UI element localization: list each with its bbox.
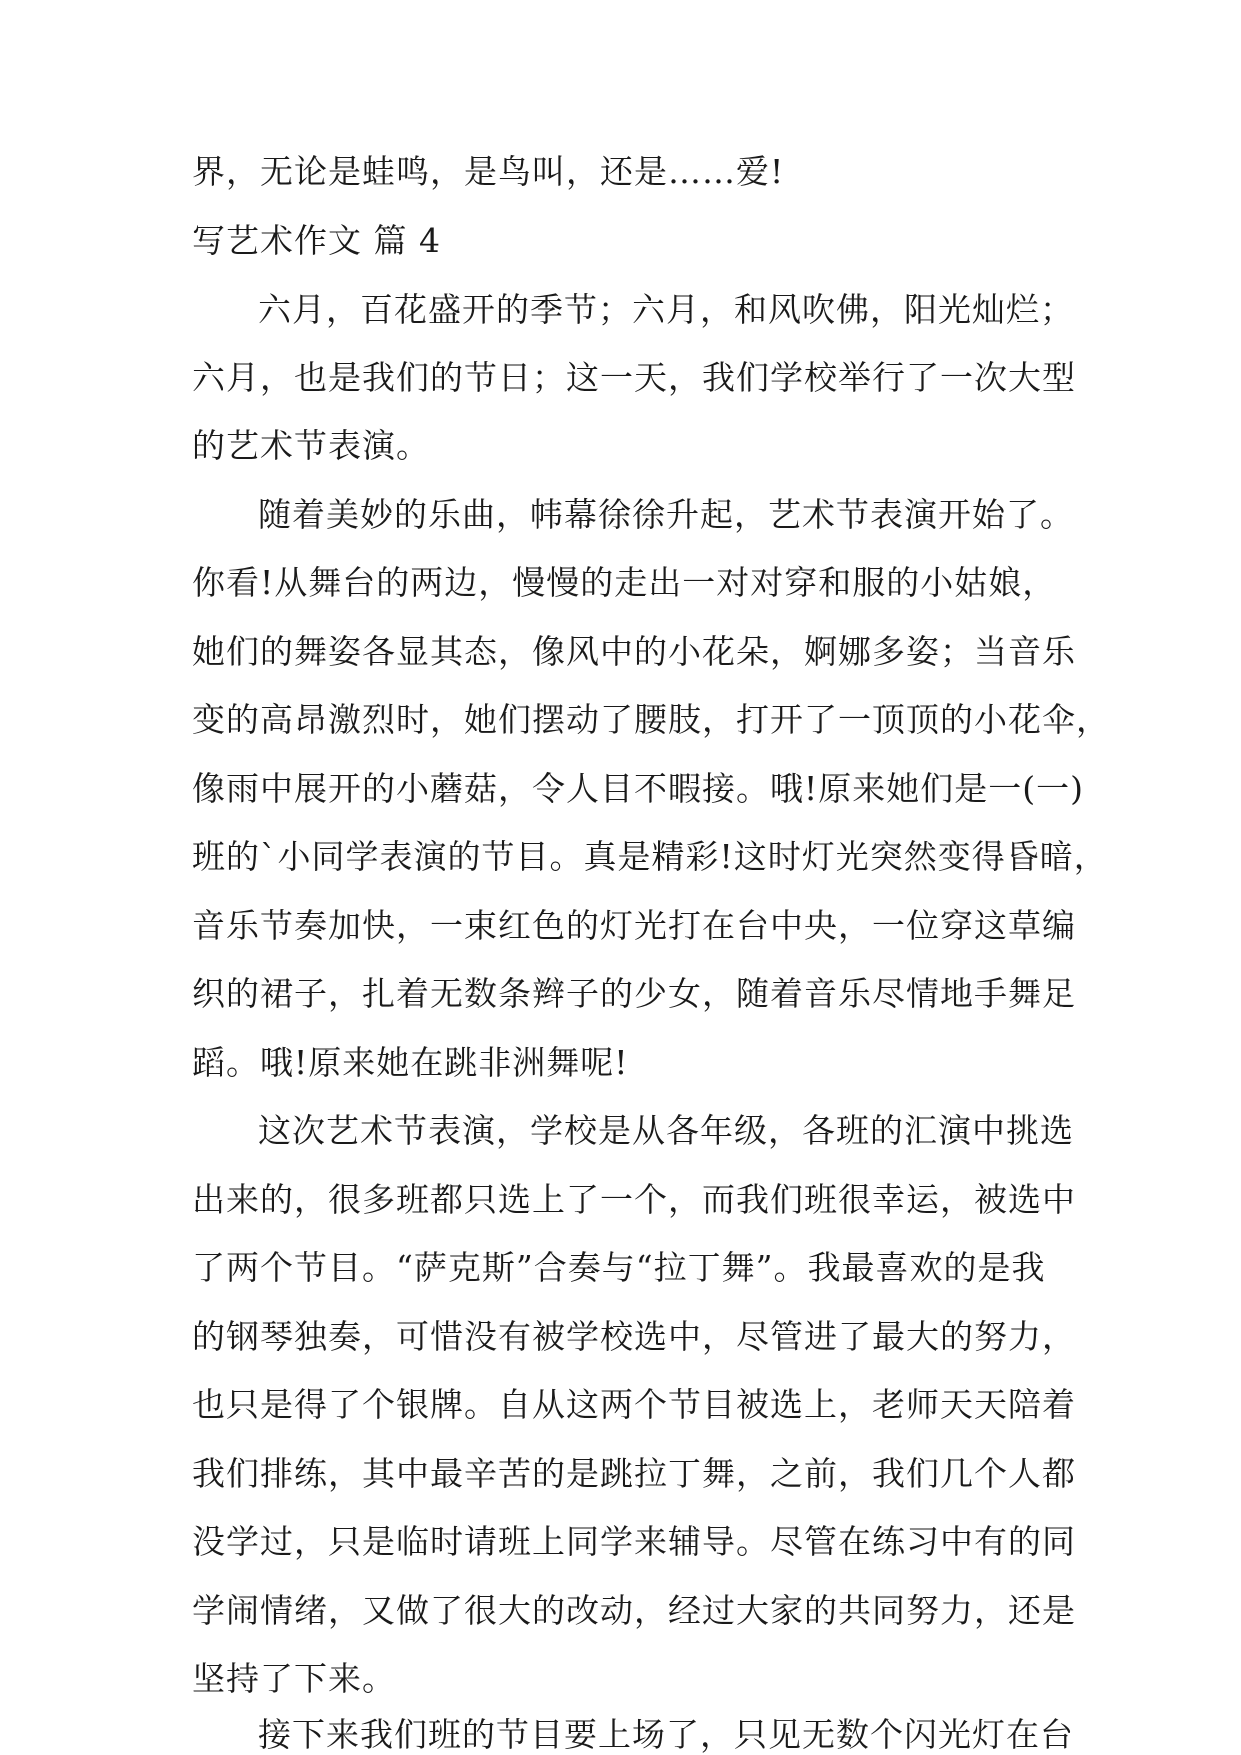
paragraph-2-line-5: 像雨中展开的小蘑菇，令人目不暇接。哦!原来她们是一(一) <box>192 769 1085 808</box>
paragraph-3-line-2: 出来的，很多班都只选上了一个，而我们班很幸运，被选中 <box>192 1180 1076 1219</box>
paragraph-1-line-1: 六月，百花盛开的季节；六月，和风吹佛，阳光灿烂； <box>258 290 1074 329</box>
paragraph-2-line-8: 织的裙子，扎着无数条辫子的少女，随着音乐尽情地手舞足 <box>192 974 1076 1013</box>
paragraph-3-line-7: 没学过，只是临时请班上同学来辅导。尽管在练习中有的同 <box>192 1522 1076 1561</box>
paragraph-4-line-1: 接下来我们班的节目要上场了，只见无数个闪光灯在台 <box>258 1715 1074 1754</box>
paragraph-3-line-8: 学闹情绪，又做了很大的改动，经过大家的共同努力，还是 <box>192 1591 1076 1630</box>
paragraph-3-line-1: 这次艺术节表演，学校是从各年级，各班的汇演中挑选 <box>258 1111 1074 1150</box>
paragraph-2-line-6: 班的`小同学表演的节目。真是精彩!这时灯光突然变得昏暗， <box>192 837 1108 876</box>
paragraph-2-line-9: 蹈。哦!原来她在跳非洲舞呢! <box>192 1043 629 1082</box>
section-heading: 写艺术作文 篇 4 <box>192 221 441 260</box>
paragraph-3-line-4: 的钢琴独奏，可惜没有被学校选中，尽管进了最大的努力， <box>192 1317 1076 1356</box>
paragraph-2-line-2: 你看!从舞台的两边，慢慢的走出一对对穿和服的小姑娘， <box>192 563 1057 602</box>
paragraph-3-line-5: 也只是得了个银牌。自从这两个节目被选上，老师天天陪着 <box>192 1385 1076 1424</box>
paragraph-1-line-3: 的艺术节表演。 <box>192 426 430 465</box>
paragraph-3-line-9: 坚持了下来。 <box>192 1659 396 1698</box>
text-line-continuation: 界，无论是蛙鸣，是鸟叫，还是……爱! <box>192 152 785 191</box>
paragraph-1-line-2: 六月，也是我们的节日；这一天，我们学校举行了一次大型 <box>192 358 1076 397</box>
paragraph-2-line-4: 变的高昂激烈时，她们摆动了腰肢，打开了一顶顶的小花伞， <box>192 700 1110 739</box>
paragraph-3-line-3: 了两个节目。“萨克斯”合奏与“拉丁舞”。我最喜欢的是我 <box>192 1248 1046 1287</box>
paragraph-3-line-6: 我们排练，其中最辛苦的是跳拉丁舞，之前，我们几个人都 <box>192 1454 1076 1493</box>
paragraph-2-line-1: 随着美妙的乐曲，帏幕徐徐升起，艺术节表演开始了。 <box>258 495 1074 534</box>
paragraph-2-line-3: 她们的舞姿各显其态，像风中的小花朵，婀娜多姿；当音乐 <box>192 632 1076 671</box>
paragraph-2-line-7: 音乐节奏加快，一束红色的灯光打在台中央，一位穿这草编 <box>192 906 1076 945</box>
